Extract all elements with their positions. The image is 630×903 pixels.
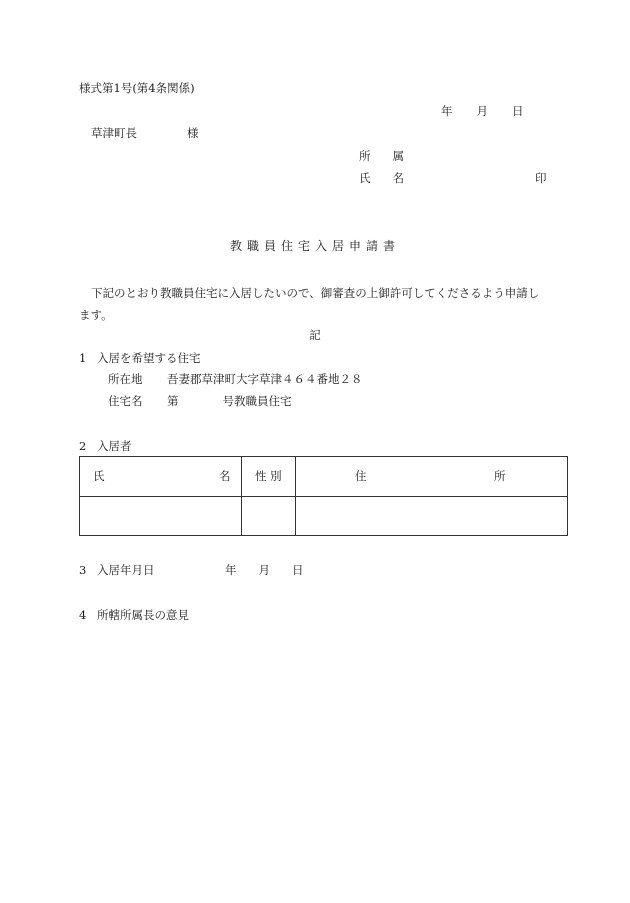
move-in-date — [225, 565, 304, 577]
date-month-label: 月 — [476, 104, 488, 118]
affiliation-label: 所 属 — [359, 149, 404, 163]
table-row — [80, 497, 568, 536]
form-number: 様式第1号(第4条関係) — [79, 81, 195, 95]
seal-mark: 印 — [535, 171, 547, 185]
table-header-row — [80, 457, 568, 497]
house-prefix: 第 — [167, 394, 179, 408]
ki-marker: 記 — [309, 328, 321, 342]
location-label: 所在地 — [108, 372, 143, 386]
date-year-label: 年 — [441, 104, 453, 118]
name-label: 氏 名 — [359, 171, 404, 185]
move-in-year-label: 年 — [225, 563, 237, 577]
move-in-day-label: 日 — [292, 563, 304, 577]
move-in-month-label: 月 — [258, 563, 270, 577]
house-name-label: 住宅名 — [108, 394, 143, 408]
section-1-number: 1 — [79, 351, 87, 365]
section-1-label: 入居を希望する住宅 — [97, 351, 201, 365]
date-day-label: 日 — [512, 104, 524, 118]
document-title: 教職員住宅入居申請書 — [229, 239, 400, 253]
addressee-honorific: 様 — [187, 126, 199, 140]
addressee-title: 草津町長 — [91, 126, 137, 140]
header-sex: 性 別 — [242, 457, 296, 497]
header-address: 住 所 — [296, 457, 568, 497]
section-3-label: 入居年月日 — [97, 563, 155, 577]
header-name: 氏 名 — [80, 457, 242, 497]
section-2-number: 2 — [79, 439, 87, 453]
section-4-label: 所轄所属長の意見 — [97, 608, 189, 622]
application-date — [441, 106, 524, 118]
section-3-number: 3 — [79, 563, 87, 577]
application-statement: 下記のとおり教職員住宅に入居したいので、御審査の上御許可してくださるよう申請します。 — [79, 286, 540, 322]
house-suffix: 号教職員住宅 — [222, 394, 292, 408]
resident-address-cell[interactable] — [296, 497, 568, 536]
section-2-label: 入居者 — [97, 439, 132, 453]
residents-table — [79, 456, 568, 536]
resident-sex-cell[interactable] — [242, 497, 296, 536]
addressee — [91, 128, 199, 140]
house-name-value — [167, 396, 292, 408]
section-4-number: 4 — [79, 608, 87, 622]
location-value: 吾妻郡草津町大字草津４６４番地２８ — [167, 372, 363, 386]
resident-name-cell[interactable] — [80, 497, 242, 536]
